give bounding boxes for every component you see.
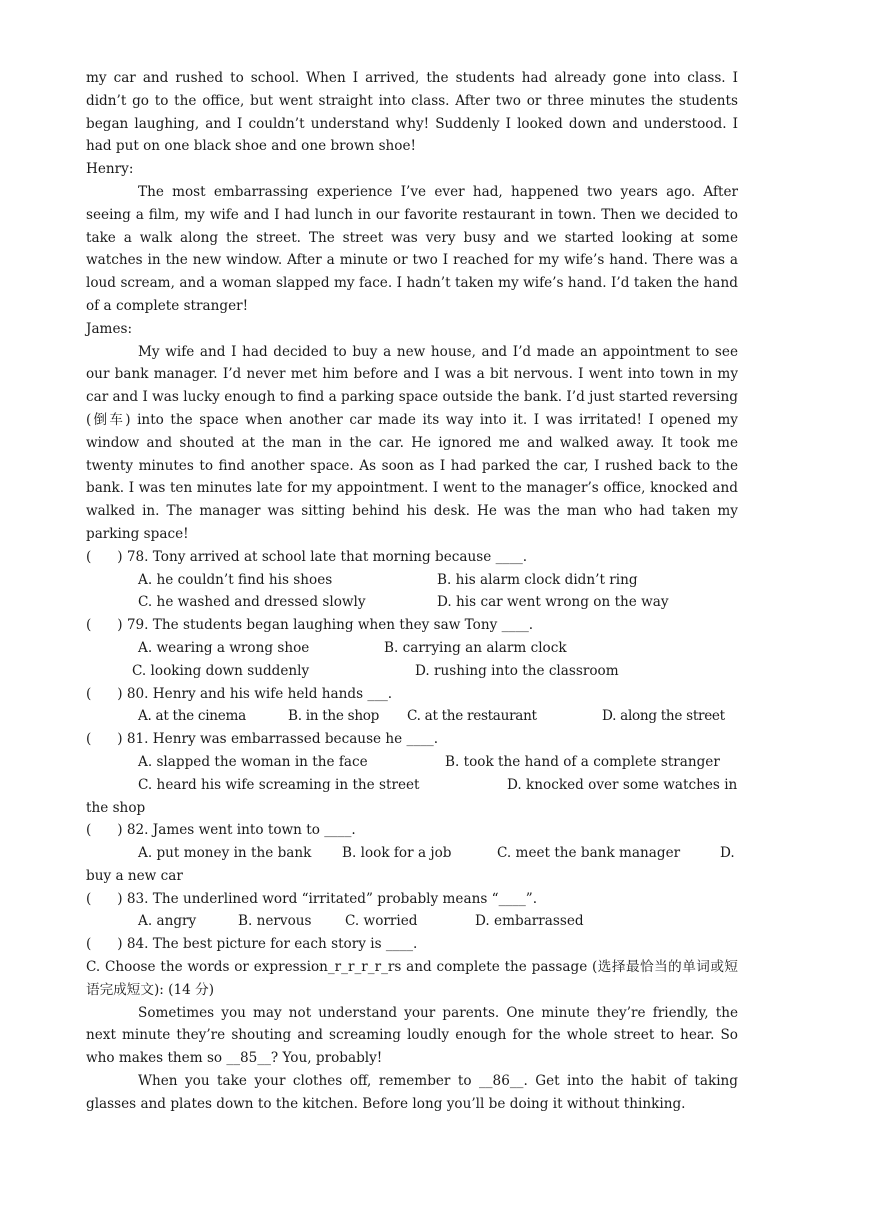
options-row [86,751,738,774]
option-c: C. at the restaurant [407,708,537,725]
tony-story-end: my car and rushed to school. When I arrived, the students had already gone into class. I didn’t go to the office, but went straight into class. After two or three minutes the students began laughing, and I couldn’t understand why! Suddenly I looked down and understood. I had put on one black shoe and one brown shoe! [86,70,738,155]
james-label: James: [86,320,133,337]
question-84: ( ) 84. The best picture for each story is ____. [86,936,418,953]
option-d: D. rushing into the classroom [415,662,619,679]
option-d: D. along the street [602,708,725,725]
option-a: A. put money in the bank [138,845,312,862]
document-page [86,67,738,1116]
option-a: A. angry [138,913,197,930]
options-row [86,842,738,865]
options-row [86,569,738,592]
option-d: D. knocked over some watches in [507,776,738,793]
option-b: B. nervous [238,913,312,930]
section-c-paragraph-2: When you take your clothes off, remember to __86__. Get into the habit of taking glasses and plates down to the kitchen. Before long you’ll be doing it without thinking. [86,1073,738,1112]
question-81: ( ) 81. Henry was embarrassed because he ____. [86,731,439,748]
option-d-continued: the shop [86,799,146,816]
henry-label: Henry: [86,161,134,178]
section-c-paragraph-1: Sometimes you may not understand your parents. One minute they’re friendly, the next minute they’re shouting and screaming loudly enough for the whole street to hear. So who makes them so __85__? You, probably! [86,1004,738,1067]
option-d: D. embarrassed [475,913,584,930]
question-80: ( ) 80. Henry and his wife held hands ___. [86,685,393,702]
james-story: My wife and I had decided to buy a new house, and I’d made an appointment to see our bank manager. I’d never met him before and I was a bit nervous. I went into town in my car and I was lucky enough to find a parking space outside the bank. I’d just started reversing (倒车) into the space when another car made its way into it. I was irritated! I opened my window and shouted at the man in the car. He ignored me and walked away. It took me twenty minutes to find another space. As soon as I had parked the car, I rushed back to the bank. I was ten minutes late for my appointment. I went to the manager’s office, knocked and walked in. The manager was sitting behind his desk. He was the man who had taken my parking space! [86,343,738,542]
section-c-heading: C. Choose the words or expression_r_r_r_r_rs and complete the passage (选择最恰当的单词或短语完成短文): (14 分) [86,959,738,998]
options-row [86,637,738,660]
option-b: B. carrying an alarm clock [384,639,567,656]
question-78: ( ) 78. Tony arrived at school late that morning because ____. [86,548,528,565]
options-row [86,660,738,683]
options-row [86,705,738,728]
option-b: B. in the shop [288,708,380,725]
options-row [86,591,738,614]
question-79: ( ) 79. The students began laughing when they saw Tony ____. [86,617,534,634]
option-c: C. worried [345,913,418,930]
option-b: B. his alarm clock didn’t ring [437,571,638,588]
option-b: B. look for a job [342,845,452,862]
question-82: ( ) 82. James went into town to ____. [86,822,356,839]
options-row [86,774,738,797]
option-c: C. looking down suddenly [132,662,310,679]
option-b: B. took the hand of a complete stranger [445,753,720,770]
option-a: A. he couldn’t find his shoes [138,571,333,588]
option-d: D. [720,845,735,862]
henry-story: The most embarrassing experience I’ve ever had, happened two years ago. After seeing a film, my wife and I had lunch in our favorite restaurant in town. Then we decided to take a walk along the street. The street was very busy and we started looking at some watches in the new window. After a minute or two I reached for my wife’s hand. There was a loud scream, and a woman slapped my face. I hadn’t taken my wife’s hand. I’d taken the hand of a complete stranger! [86,183,738,314]
question-83: ( ) 83. The underlined word “irritated” probably means “____”. [86,890,538,907]
option-d: D. his car went wrong on the way [437,594,669,611]
option-a: A. at the cinema [138,708,246,725]
options-row [86,910,738,933]
option-d-continued: buy a new car [86,867,183,884]
option-c: C. he washed and dressed slowly [138,594,366,611]
option-a: A. wearing a wrong shoe [138,639,310,656]
option-c: C. heard his wife screaming in the street [138,776,420,793]
option-a: A. slapped the woman in the face [138,753,368,770]
option-c: C. meet the bank manager [497,845,681,862]
